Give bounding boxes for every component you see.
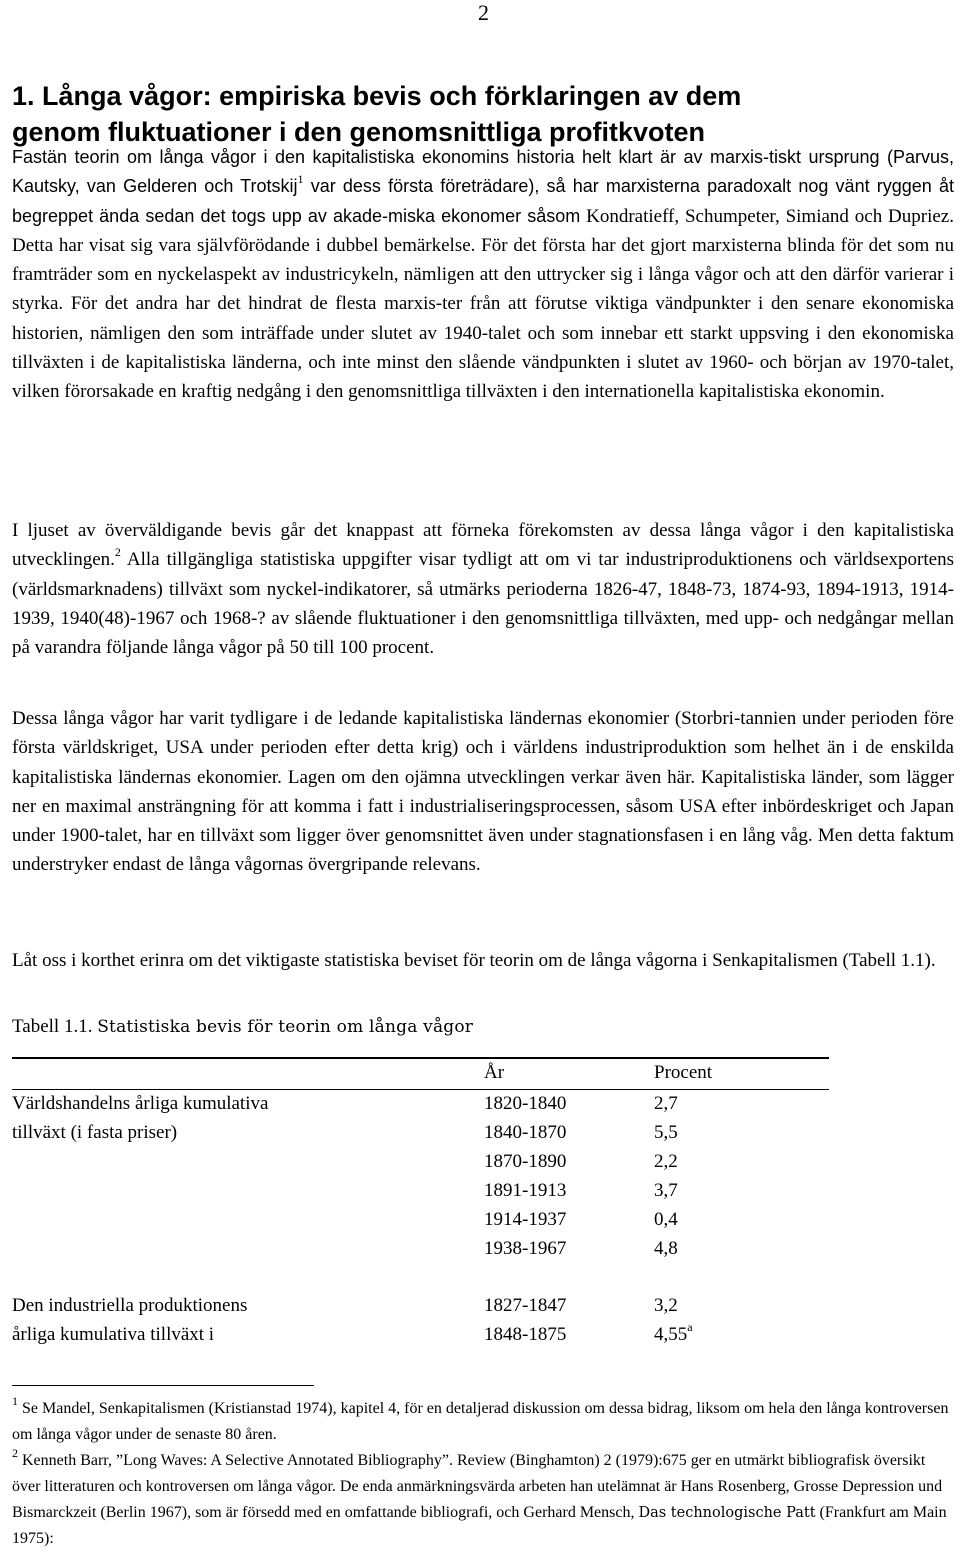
footnote-2-text-b: (Frankfurt am Main 1975): xyxy=(12,1504,947,1547)
table-note-marker: a xyxy=(687,1319,693,1334)
footnote-ref-1[interactable]: 1 xyxy=(297,171,304,186)
section-number: 1. xyxy=(12,81,35,111)
table-cell-year: 1938-1967 xyxy=(484,1238,567,1259)
footnote-separator xyxy=(12,1385,314,1386)
table-caption-title: Statistiska bevis för teorin om långa vågor xyxy=(97,1017,474,1037)
table-caption-label: Tabell 1.1. xyxy=(12,1016,93,1037)
table-cell-year: 1848-1875 xyxy=(484,1324,567,1345)
heading-line-2: genom fluktuationer i den genomsnittliga profitkvoten xyxy=(12,117,706,147)
table-cell-percent: 0,4 xyxy=(654,1209,678,1230)
column-header-year: År xyxy=(484,1062,505,1083)
paragraph-1 xyxy=(12,143,954,407)
table-cell-year: 1870-1890 xyxy=(484,1151,567,1172)
table-cell-year: 1914-1937 xyxy=(484,1209,567,1230)
group-2-label-line-2: årliga kumulativa tillväxt i xyxy=(12,1324,215,1345)
table-caption xyxy=(12,1016,473,1038)
heading-line-1: Långa vågor: empiriska bevis och förklaringen av dem xyxy=(42,81,742,111)
table-top-rule xyxy=(12,1057,829,1059)
footnote-1-text: Se Mandel, Senkapitalismen (Kristianstad 1974), kapitel 4, för en detaljerad diskussion om dessa bidrag, liksom om hela den långa kontroversen om långa vågor under de senaste 80 åren. xyxy=(12,1400,949,1443)
table-cell-percent: 3,2 xyxy=(654,1295,678,1316)
page-number: 2 xyxy=(478,0,489,25)
table-cell-percent: 2,2 xyxy=(654,1151,678,1172)
table-cell-percent: 2,7 xyxy=(654,1093,678,1114)
footnote-2 xyxy=(12,1445,954,1552)
footnote-2-text-a: Kenneth Barr, ”Long Waves: A Selective Annotated Bibliography”. Review (Binghamton) 2 (1979):675 ger en utmärkt bibliografisk översikt över litteraturen och kontroversen om långa vågor. De enda anmärkningsvärda arbeten han utelämnat är Hans Rosenberg, Grosse Depression und Bismarckzeit (Berlin 1967), som är försedd med en omfattande bibliografi, och Gerhard Mensch, xyxy=(12,1452,943,1521)
table-cell-percent: 4,8 xyxy=(654,1238,678,1259)
footnote-1 xyxy=(12,1393,954,1448)
footnote-1-number: 1 xyxy=(12,1393,18,1408)
table-cell-year: 1840-1870 xyxy=(484,1122,567,1143)
paragraph-1-intro: Fastän teorin om långa vågor i den kapitalistiska ekonomins historia helt klart är av marxis-tiskt ursprung (Parvus, Kautsky, van Gelderen och Trotskij xyxy=(12,147,954,197)
paragraph-3: Dessa långa vågor har varit tydligare i de ledande kapitalistiska ländernas ekonomier (Storbri-tannien under perioden före första världskriget, USA under perioden efter detta krig) och i världens industriproduktion som helhet än i de enskilda kapitalistiska ländernas ekonomier. Lagen om den ojämna utvecklingen verkar även här. Kapitalistiska länder, som lägger ner en maximal ansträngning för att komma i fatt i industrialiseringsprocessen, såsom USA efter inbördeskriget och Japan under 1900-talet, har en tillväxt som ligger över genomsnittet även under stagnationsfasen i en lång våg. Men detta faktum understryker endast de långa vågornas övergripande relevans. xyxy=(12,708,954,876)
table-cell-year: 1891-1913 xyxy=(484,1180,567,1201)
paragraph-1-rest-sans: var dess första företrädare), så har marxisterna paradoxalt nog vänt ryggen åt begreppet ända sedan det togs upp av akade-miska ekonomer såsom xyxy=(12,176,954,226)
table-header-rule xyxy=(12,1089,829,1090)
footnote-ref-2[interactable]: 2 xyxy=(114,544,121,559)
group-2-label-line-1: Den industriella produktionens xyxy=(12,1295,248,1316)
footnote-2-number: 2 xyxy=(12,1445,18,1460)
table-cell-percent-value: 4,55 xyxy=(654,1324,688,1345)
section-heading xyxy=(12,78,952,150)
table-cell-percent xyxy=(654,1319,693,1346)
column-header-percent: Procent xyxy=(654,1062,713,1083)
footnote-2-book-title: Das technologische Patt xyxy=(638,1505,816,1521)
paragraph-4: Låt oss i korthet erinra om det viktigaste statistiska beviset för teorin om de långa vågorna i Senkapitalismen (Tabell 1.1). xyxy=(12,950,936,971)
table-cell-percent: 3,7 xyxy=(654,1180,678,1201)
paragraph-2-intro: I ljuset av överväldigande bevis går det knappast att förneka förekomsten av dessa långa vågor i den kapitalistiska utvecklingen. xyxy=(12,520,954,571)
table-cell-year: 1827-1847 xyxy=(484,1295,567,1316)
group-1-label-line-2: tillväxt (i fasta priser) xyxy=(12,1122,178,1143)
table-cell-year: 1820-1840 xyxy=(484,1093,567,1114)
table-cell-percent: 5,5 xyxy=(654,1122,678,1143)
paragraph-2 xyxy=(12,516,954,662)
group-1-label-line-1: Världshandelns årliga kumulativa xyxy=(12,1093,269,1114)
paragraph-2-rest: Alla tillgängliga statistiska uppgifter visar tydligt att om vi tar industriproduktionens och världsexportens (världsmarknadens) tillväxt som nyckel-indikatorer, så utmärks perioderna 1826-47, 1848-73, 1874-93, 1894-1913, 1914-1939, 1940(48)-1967 och 1968-? av slående fluktuationer i den genomsnittliga tillväxten, med upp- och nedgångar mellan på varandra följande långa vågor på 50 till 100 procent. xyxy=(12,549,954,659)
paragraph-1-rest-serif: Kondratieff, Schumpeter, Simiand och Dupriez. Detta har visat sig vara självförödande i dubbel bemärkelse. För det första har det gjort marxisterna blinda för det som nu framträder som en nyckelaspekt av industricykeln, nämligen att den uttrycker sig i långa vågor och att den därför varierar i styrka. För det andra har det hindrat de flesta marxis-ter från att förutse viktiga vändpunkter i den senare ekonomiska historien, nämligen den som inträffade under slutet av 1940-talet och som innebar ett starkt uppsving i den ekonomiska tillväxten i de kapitalistiska länderna, och inte minst den slående vändpunkten i slutet av 1960- och början av 1970-talet, vilken förorsakade en kraftig nedgång i den genomsnittliga tillväxten i den internationella kapitalistiska ekonomin. xyxy=(12,205,954,403)
